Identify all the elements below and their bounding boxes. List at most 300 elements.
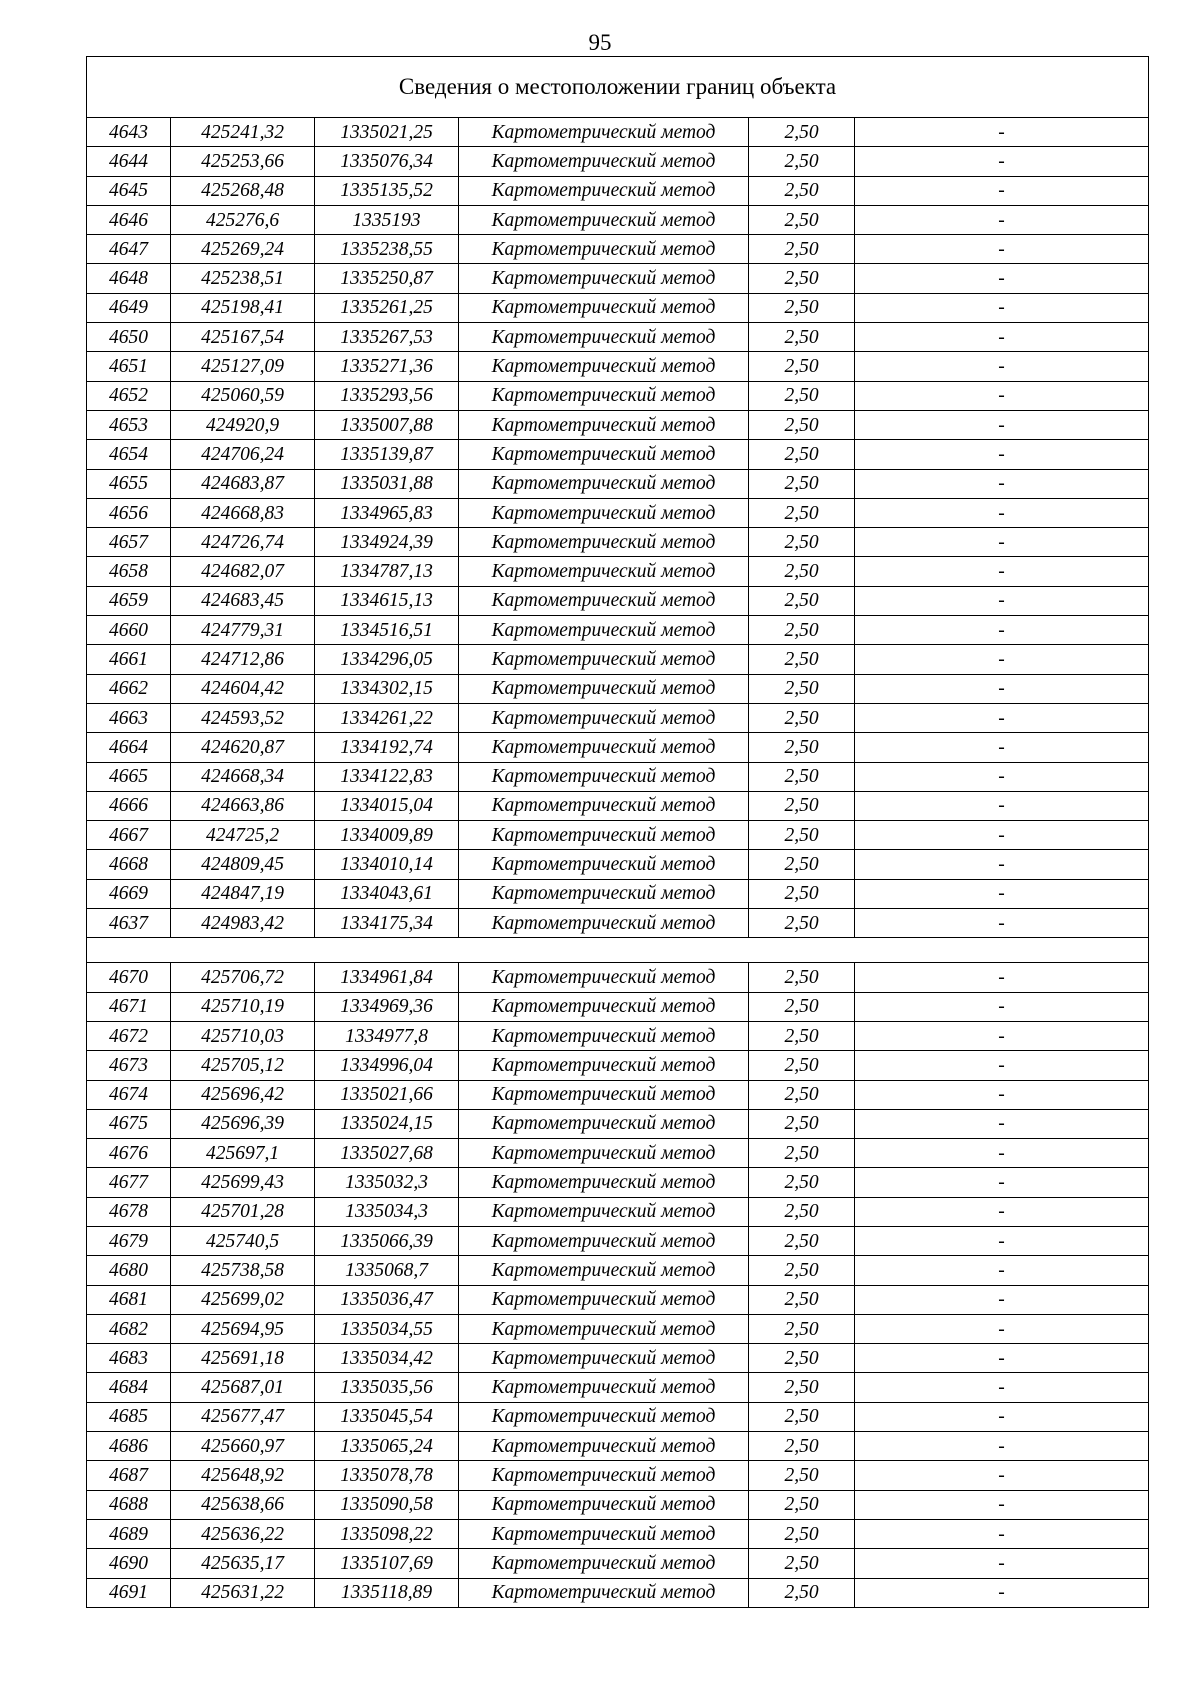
x-coordinate-cell: 425710,19 <box>171 992 315 1021</box>
x-coordinate-cell: 425276,6 <box>171 205 315 234</box>
description-cell: - <box>855 264 1149 293</box>
accuracy-cell: 2,50 <box>749 791 855 820</box>
description-cell: - <box>855 528 1149 557</box>
x-coordinate-cell: 424682,07 <box>171 557 315 586</box>
y-coordinate-cell: 1335027,68 <box>315 1139 459 1168</box>
accuracy-cell: 2,50 <box>749 1168 855 1197</box>
x-coordinate-cell: 424847,19 <box>171 879 315 908</box>
table-row <box>87 992 1149 1021</box>
method-cell: Картометрический метод <box>459 205 749 234</box>
y-coordinate-cell: 1334924,39 <box>315 528 459 557</box>
point-number-cell: 4669 <box>87 879 171 908</box>
y-coordinate-cell: 1335065,24 <box>315 1432 459 1461</box>
point-number-cell: 4678 <box>87 1197 171 1226</box>
description-cell: - <box>855 1080 1149 1109</box>
description-cell: - <box>855 118 1149 147</box>
y-coordinate-cell: 1334192,74 <box>315 733 459 762</box>
method-cell: Картометрический метод <box>459 469 749 498</box>
table-row <box>87 674 1149 703</box>
table-row <box>87 850 1149 879</box>
point-number-cell: 4675 <box>87 1109 171 1138</box>
accuracy-cell: 2,50 <box>749 850 855 879</box>
table-row <box>87 616 1149 645</box>
table-row <box>87 1461 1149 1490</box>
group-separator-row <box>87 938 1149 963</box>
x-coordinate-cell: 425699,43 <box>171 1168 315 1197</box>
description-cell: - <box>855 293 1149 322</box>
point-number-cell: 4666 <box>87 791 171 820</box>
accuracy-cell: 2,50 <box>749 118 855 147</box>
y-coordinate-cell: 1335118,89 <box>315 1578 459 1607</box>
y-coordinate-cell: 1335036,47 <box>315 1285 459 1314</box>
description-cell: - <box>855 850 1149 879</box>
accuracy-cell: 2,50 <box>749 992 855 1021</box>
x-coordinate-cell: 425268,48 <box>171 176 315 205</box>
description-cell: - <box>855 1344 1149 1373</box>
method-cell: Картометрический метод <box>459 118 749 147</box>
table-title: Сведения о местоположении границ объекта <box>87 57 1149 118</box>
method-cell: Картометрический метод <box>459 909 749 938</box>
accuracy-cell: 2,50 <box>749 1344 855 1373</box>
y-coordinate-cell: 1335032,3 <box>315 1168 459 1197</box>
y-coordinate-cell: 1334175,34 <box>315 909 459 938</box>
y-coordinate-cell: 1334010,14 <box>315 850 459 879</box>
group-separator-cell <box>87 938 1149 963</box>
table-row <box>87 293 1149 322</box>
x-coordinate-cell: 424712,86 <box>171 645 315 674</box>
y-coordinate-cell: 1334015,04 <box>315 791 459 820</box>
accuracy-cell: 2,50 <box>749 469 855 498</box>
accuracy-cell: 2,50 <box>749 1139 855 1168</box>
y-coordinate-cell: 1335238,55 <box>315 235 459 264</box>
method-cell: Картометрический метод <box>459 703 749 732</box>
table-row <box>87 1021 1149 1050</box>
table-row <box>87 235 1149 264</box>
accuracy-cell: 2,50 <box>749 1461 855 1490</box>
y-coordinate-cell: 1335193 <box>315 205 459 234</box>
table-row <box>87 1490 1149 1519</box>
accuracy-cell: 2,50 <box>749 1432 855 1461</box>
point-number-cell: 4647 <box>87 235 171 264</box>
description-cell: - <box>855 1256 1149 1285</box>
method-cell: Картометрический метод <box>459 1402 749 1431</box>
x-coordinate-cell: 424683,87 <box>171 469 315 498</box>
description-cell: - <box>855 176 1149 205</box>
method-cell: Картометрический метод <box>459 586 749 615</box>
description-cell: - <box>855 821 1149 850</box>
point-number-cell: 4648 <box>87 264 171 293</box>
table-row <box>87 586 1149 615</box>
table-row <box>87 1402 1149 1431</box>
description-cell: - <box>855 1139 1149 1168</box>
point-number-cell: 4660 <box>87 616 171 645</box>
description-cell: - <box>855 557 1149 586</box>
table-row <box>87 1344 1149 1373</box>
boundary-coordinates-table <box>86 56 1149 1608</box>
point-number-cell: 4690 <box>87 1549 171 1578</box>
y-coordinate-cell: 1335045,54 <box>315 1402 459 1431</box>
x-coordinate-cell: 425660,97 <box>171 1432 315 1461</box>
point-number-cell: 4670 <box>87 963 171 992</box>
point-number-cell: 4687 <box>87 1461 171 1490</box>
table-row <box>87 176 1149 205</box>
method-cell: Картометрический метод <box>459 1285 749 1314</box>
method-cell: Картометрический метод <box>459 821 749 850</box>
accuracy-cell: 2,50 <box>749 1402 855 1431</box>
method-cell: Картометрический метод <box>459 1139 749 1168</box>
y-coordinate-cell: 1334009,89 <box>315 821 459 850</box>
x-coordinate-cell: 425269,24 <box>171 235 315 264</box>
method-cell: Картометрический метод <box>459 147 749 176</box>
accuracy-cell: 2,50 <box>749 1021 855 1050</box>
point-number-cell: 4668 <box>87 850 171 879</box>
accuracy-cell: 2,50 <box>749 616 855 645</box>
x-coordinate-cell: 424668,34 <box>171 762 315 791</box>
table-row <box>87 557 1149 586</box>
x-coordinate-cell: 424920,9 <box>171 410 315 439</box>
x-coordinate-cell: 425699,02 <box>171 1285 315 1314</box>
x-coordinate-cell: 425631,22 <box>171 1578 315 1607</box>
y-coordinate-cell: 1335034,42 <box>315 1344 459 1373</box>
point-number-cell: 4691 <box>87 1578 171 1607</box>
x-coordinate-cell: 425701,28 <box>171 1197 315 1226</box>
description-cell: - <box>855 1051 1149 1080</box>
point-number-cell: 4671 <box>87 992 171 1021</box>
page-number: 95 <box>588 30 612 55</box>
point-number-cell: 4672 <box>87 1021 171 1050</box>
y-coordinate-cell: 1335034,3 <box>315 1197 459 1226</box>
table-title-row <box>87 57 1149 118</box>
x-coordinate-cell: 425167,54 <box>171 323 315 352</box>
table-row <box>87 147 1149 176</box>
description-cell: - <box>855 733 1149 762</box>
table-row <box>87 205 1149 234</box>
point-number-cell: 4656 <box>87 498 171 527</box>
table-row <box>87 821 1149 850</box>
y-coordinate-cell: 1335135,52 <box>315 176 459 205</box>
accuracy-cell: 2,50 <box>749 352 855 381</box>
table-row <box>87 879 1149 908</box>
point-number-cell: 4673 <box>87 1051 171 1080</box>
table-row <box>87 1197 1149 1226</box>
description-cell: - <box>855 1519 1149 1548</box>
x-coordinate-cell: 425740,5 <box>171 1226 315 1255</box>
point-number-cell: 4645 <box>87 176 171 205</box>
description-cell: - <box>855 498 1149 527</box>
table-row <box>87 791 1149 820</box>
accuracy-cell: 2,50 <box>749 1197 855 1226</box>
x-coordinate-cell: 425687,01 <box>171 1373 315 1402</box>
description-cell: - <box>855 147 1149 176</box>
table-row <box>87 963 1149 992</box>
table-row <box>87 469 1149 498</box>
x-coordinate-cell: 425241,32 <box>171 118 315 147</box>
accuracy-cell: 2,50 <box>749 1578 855 1607</box>
description-cell: - <box>855 879 1149 908</box>
table-row <box>87 1314 1149 1343</box>
description-cell: - <box>855 469 1149 498</box>
y-coordinate-cell: 1335271,36 <box>315 352 459 381</box>
table-row <box>87 1051 1149 1080</box>
description-cell: - <box>855 1021 1149 1050</box>
accuracy-cell: 2,50 <box>749 1226 855 1255</box>
accuracy-cell: 2,50 <box>749 909 855 938</box>
accuracy-cell: 2,50 <box>749 1109 855 1138</box>
x-coordinate-cell: 425710,03 <box>171 1021 315 1050</box>
method-cell: Картометрический метод <box>459 176 749 205</box>
method-cell: Картометрический метод <box>459 992 749 1021</box>
point-number-cell: 4663 <box>87 703 171 732</box>
accuracy-cell: 2,50 <box>749 1490 855 1519</box>
method-cell: Картометрический метод <box>459 1168 749 1197</box>
table-row <box>87 1549 1149 1578</box>
point-number-cell: 4684 <box>87 1373 171 1402</box>
point-number-cell: 4676 <box>87 1139 171 1168</box>
accuracy-cell: 2,50 <box>749 821 855 850</box>
x-coordinate-cell: 425127,09 <box>171 352 315 381</box>
accuracy-cell: 2,50 <box>749 1373 855 1402</box>
y-coordinate-cell: 1334965,83 <box>315 498 459 527</box>
table-row <box>87 498 1149 527</box>
y-coordinate-cell: 1335066,39 <box>315 1226 459 1255</box>
x-coordinate-cell: 425635,17 <box>171 1549 315 1578</box>
description-cell: - <box>855 1314 1149 1343</box>
point-number-cell: 4683 <box>87 1344 171 1373</box>
y-coordinate-cell: 1334996,04 <box>315 1051 459 1080</box>
x-coordinate-cell: 424706,24 <box>171 440 315 469</box>
table-row <box>87 528 1149 557</box>
x-coordinate-cell: 425696,42 <box>171 1080 315 1109</box>
y-coordinate-cell: 1335076,34 <box>315 147 459 176</box>
x-coordinate-cell: 425198,41 <box>171 293 315 322</box>
y-coordinate-cell: 1335035,56 <box>315 1373 459 1402</box>
x-coordinate-cell: 424620,87 <box>171 733 315 762</box>
accuracy-cell: 2,50 <box>749 264 855 293</box>
x-coordinate-cell: 424663,86 <box>171 791 315 820</box>
method-cell: Картометрический метод <box>459 1461 749 1490</box>
y-coordinate-cell: 1335250,87 <box>315 264 459 293</box>
y-coordinate-cell: 1334787,13 <box>315 557 459 586</box>
x-coordinate-cell: 424593,52 <box>171 703 315 732</box>
table-row <box>87 1519 1149 1548</box>
point-number-cell: 4680 <box>87 1256 171 1285</box>
accuracy-cell: 2,50 <box>749 1051 855 1080</box>
description-cell: - <box>855 791 1149 820</box>
y-coordinate-cell: 1335139,87 <box>315 440 459 469</box>
method-cell: Картометрический метод <box>459 410 749 439</box>
method-cell: Картометрический метод <box>459 645 749 674</box>
method-cell: Картометрический метод <box>459 557 749 586</box>
method-cell: Картометрический метод <box>459 1021 749 1050</box>
description-cell: - <box>855 909 1149 938</box>
description-cell: - <box>855 381 1149 410</box>
table-row <box>87 1109 1149 1138</box>
description-cell: - <box>855 235 1149 264</box>
y-coordinate-cell: 1334961,84 <box>315 963 459 992</box>
accuracy-cell: 2,50 <box>749 293 855 322</box>
y-coordinate-cell: 1335267,53 <box>315 323 459 352</box>
y-coordinate-cell: 1335293,56 <box>315 381 459 410</box>
accuracy-cell: 2,50 <box>749 733 855 762</box>
description-cell: - <box>855 762 1149 791</box>
method-cell: Картометрический метод <box>459 352 749 381</box>
accuracy-cell: 2,50 <box>749 1256 855 1285</box>
y-coordinate-cell: 1334261,22 <box>315 703 459 732</box>
accuracy-cell: 2,50 <box>749 674 855 703</box>
method-cell: Картометрический метод <box>459 440 749 469</box>
y-coordinate-cell: 1334977,8 <box>315 1021 459 1050</box>
point-number-cell: 4689 <box>87 1519 171 1548</box>
description-cell: - <box>855 992 1149 1021</box>
y-coordinate-cell: 1335031,88 <box>315 469 459 498</box>
point-number-cell: 4688 <box>87 1490 171 1519</box>
x-coordinate-cell: 425253,66 <box>171 147 315 176</box>
method-cell: Картометрический метод <box>459 264 749 293</box>
y-coordinate-cell: 1335021,25 <box>315 118 459 147</box>
method-cell: Картометрический метод <box>459 1256 749 1285</box>
method-cell: Картометрический метод <box>459 674 749 703</box>
point-number-cell: 4654 <box>87 440 171 469</box>
description-cell: - <box>855 1461 1149 1490</box>
accuracy-cell: 2,50 <box>749 205 855 234</box>
x-coordinate-cell: 424779,31 <box>171 616 315 645</box>
description-cell: - <box>855 440 1149 469</box>
description-cell: - <box>855 645 1149 674</box>
point-number-cell: 4662 <box>87 674 171 703</box>
x-coordinate-cell: 425705,12 <box>171 1051 315 1080</box>
table-row <box>87 1256 1149 1285</box>
table-row <box>87 733 1149 762</box>
y-coordinate-cell: 1335078,78 <box>315 1461 459 1490</box>
accuracy-cell: 2,50 <box>749 703 855 732</box>
accuracy-cell: 2,50 <box>749 1519 855 1548</box>
x-coordinate-cell: 424683,45 <box>171 586 315 615</box>
method-cell: Картометрический метод <box>459 850 749 879</box>
point-number-cell: 4657 <box>87 528 171 557</box>
method-cell: Картометрический метод <box>459 1226 749 1255</box>
table-row <box>87 118 1149 147</box>
y-coordinate-cell: 1335098,22 <box>315 1519 459 1548</box>
y-coordinate-cell: 1334302,15 <box>315 674 459 703</box>
x-coordinate-cell: 424983,42 <box>171 909 315 938</box>
point-number-cell: 4655 <box>87 469 171 498</box>
method-cell: Картометрический метод <box>459 1578 749 1607</box>
y-coordinate-cell: 1335034,55 <box>315 1314 459 1343</box>
table-row <box>87 703 1149 732</box>
y-coordinate-cell: 1335021,66 <box>315 1080 459 1109</box>
method-cell: Картометрический метод <box>459 616 749 645</box>
method-cell: Картометрический метод <box>459 879 749 908</box>
accuracy-cell: 2,50 <box>749 645 855 674</box>
y-coordinate-cell: 1335024,15 <box>315 1109 459 1138</box>
accuracy-cell: 2,50 <box>749 528 855 557</box>
accuracy-cell: 2,50 <box>749 762 855 791</box>
accuracy-cell: 2,50 <box>749 147 855 176</box>
description-cell: - <box>855 703 1149 732</box>
description-cell: - <box>855 674 1149 703</box>
x-coordinate-cell: 425706,72 <box>171 963 315 992</box>
table-row <box>87 323 1149 352</box>
y-coordinate-cell: 1334296,05 <box>315 645 459 674</box>
point-number-cell: 4674 <box>87 1080 171 1109</box>
point-number-cell: 4677 <box>87 1168 171 1197</box>
y-coordinate-cell: 1334615,13 <box>315 586 459 615</box>
accuracy-cell: 2,50 <box>749 1285 855 1314</box>
x-coordinate-cell: 425691,18 <box>171 1344 315 1373</box>
table-body <box>87 57 1149 1608</box>
y-coordinate-cell: 1334122,83 <box>315 762 459 791</box>
description-cell: - <box>855 205 1149 234</box>
table-row <box>87 1139 1149 1168</box>
accuracy-cell: 2,50 <box>749 879 855 908</box>
point-number-cell: 4652 <box>87 381 171 410</box>
x-coordinate-cell: 425238,51 <box>171 264 315 293</box>
method-cell: Картометрический метод <box>459 1490 749 1519</box>
x-coordinate-cell: 424726,74 <box>171 528 315 557</box>
point-number-cell: 4679 <box>87 1226 171 1255</box>
method-cell: Картометрический метод <box>459 1519 749 1548</box>
description-cell: - <box>855 1226 1149 1255</box>
point-number-cell: 4665 <box>87 762 171 791</box>
table-row <box>87 1432 1149 1461</box>
method-cell: Картометрический метод <box>459 1373 749 1402</box>
point-number-cell: 4667 <box>87 821 171 850</box>
point-number-cell: 4644 <box>87 147 171 176</box>
accuracy-cell: 2,50 <box>749 235 855 264</box>
description-cell: - <box>855 1197 1149 1226</box>
point-number-cell: 4685 <box>87 1402 171 1431</box>
point-number-cell: 4661 <box>87 645 171 674</box>
description-cell: - <box>855 1490 1149 1519</box>
method-cell: Картометрический метод <box>459 293 749 322</box>
x-coordinate-cell: 424668,83 <box>171 498 315 527</box>
x-coordinate-cell: 425648,92 <box>171 1461 315 1490</box>
table-row <box>87 410 1149 439</box>
point-number-cell: 4643 <box>87 118 171 147</box>
table-row <box>87 440 1149 469</box>
method-cell: Картометрический метод <box>459 762 749 791</box>
method-cell: Картометрический метод <box>459 1549 749 1578</box>
point-number-cell: 4653 <box>87 410 171 439</box>
table-row <box>87 645 1149 674</box>
y-coordinate-cell: 1334969,36 <box>315 992 459 1021</box>
y-coordinate-cell: 1335068,7 <box>315 1256 459 1285</box>
description-cell: - <box>855 1432 1149 1461</box>
method-cell: Картометрический метод <box>459 1314 749 1343</box>
method-cell: Картометрический метод <box>459 1432 749 1461</box>
x-coordinate-cell: 425060,59 <box>171 381 315 410</box>
x-coordinate-cell: 424725,2 <box>171 821 315 850</box>
table-row <box>87 1373 1149 1402</box>
description-cell: - <box>855 616 1149 645</box>
description-cell: - <box>855 1373 1149 1402</box>
description-cell: - <box>855 586 1149 615</box>
description-cell: - <box>855 1285 1149 1314</box>
table-row <box>87 1168 1149 1197</box>
table-row <box>87 1080 1149 1109</box>
point-number-cell: 4651 <box>87 352 171 381</box>
accuracy-cell: 2,50 <box>749 586 855 615</box>
method-cell: Картометрический метод <box>459 791 749 820</box>
table-row <box>87 762 1149 791</box>
x-coordinate-cell: 425636,22 <box>171 1519 315 1548</box>
point-number-cell: 4681 <box>87 1285 171 1314</box>
table-row <box>87 1285 1149 1314</box>
description-cell: - <box>855 963 1149 992</box>
point-number-cell: 4658 <box>87 557 171 586</box>
x-coordinate-cell: 425696,39 <box>171 1109 315 1138</box>
table-row <box>87 381 1149 410</box>
